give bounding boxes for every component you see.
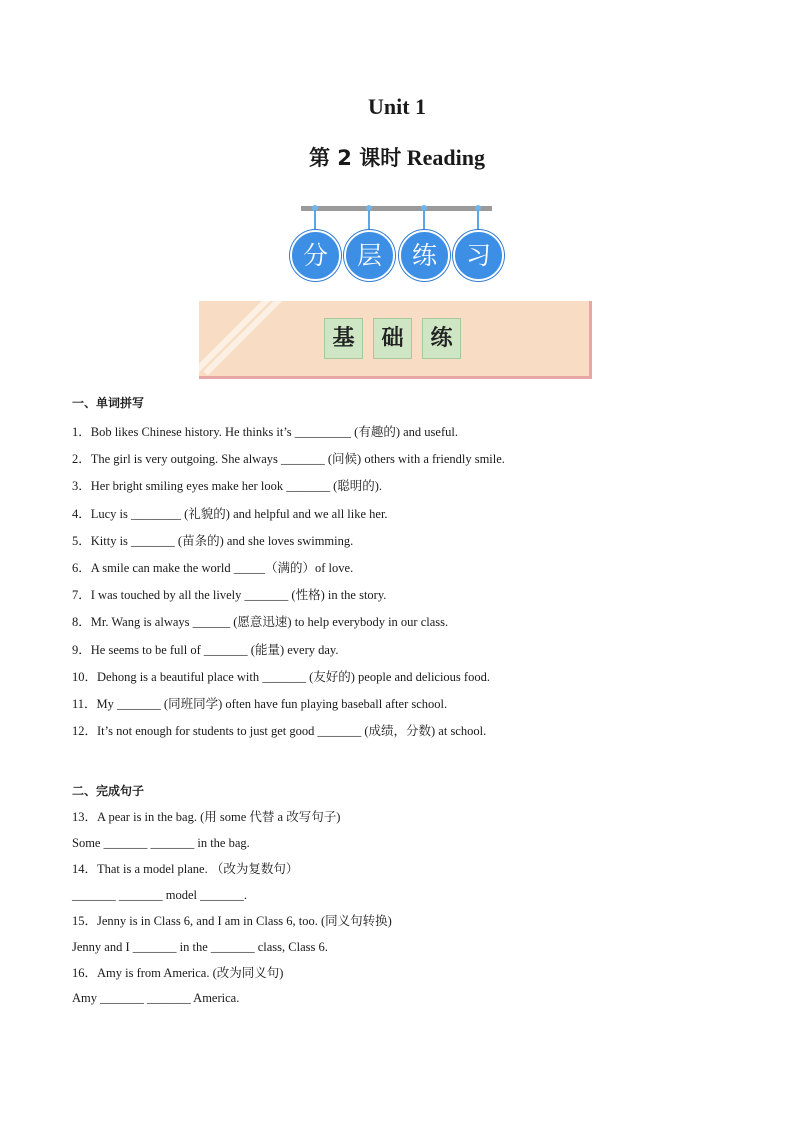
part1-heading: 一、单词拼写 bbox=[72, 396, 145, 410]
question-item: 1．Bob likes Chinese history. He thinks it’s _________ (有趣的) and useful. bbox=[72, 425, 458, 439]
question-item: 10．Dehong is a beautiful place with _______ (友好的) people and delicious food. bbox=[72, 669, 490, 684]
section-label-char: 础 bbox=[373, 318, 412, 359]
question-item: 9．He seems to be full of _______ (能量) every day. bbox=[72, 642, 339, 657]
banner-circle: 练 bbox=[399, 230, 450, 281]
lesson-title bbox=[0, 142, 794, 172]
banner-circle: 分 bbox=[290, 230, 341, 281]
section-label-box bbox=[199, 301, 592, 379]
question-item: 8．Mr. Wang is always ______ (愿意迅速) to help everybody in our class. bbox=[72, 615, 449, 630]
question-item: 14．That is a model plane. （改为复数句） bbox=[72, 862, 299, 877]
question-item: 11．My _______ (同班同学) often have fun playing baseball after school. bbox=[72, 696, 448, 711]
answer-line: Some _______ _______ in the bag. bbox=[72, 836, 250, 851]
answer-line: Jenny and I _______ in the _______ class, Class 6. bbox=[72, 939, 328, 954]
question-item: 12．It’s not enough for students to just get good _______ (成绩，分数) at school. bbox=[72, 724, 487, 739]
question-item: 4．Lucy is ________ (礼貌的) and helpful and we all like her. bbox=[72, 506, 388, 521]
section-label-char: 基 bbox=[324, 318, 363, 359]
unit-title: Unit 1 bbox=[367, 94, 427, 119]
section-label-char: 练 bbox=[422, 318, 461, 359]
question-item: 15．Jenny is in Class 6, and I am in Class 6, too. (同义句转换) bbox=[72, 913, 392, 928]
answer-line: Amy _______ _______ America. bbox=[72, 991, 240, 1006]
lesson-name: Reading bbox=[406, 145, 485, 170]
question-item: 3．Her bright smiling eyes make her look _______ (聪明的). bbox=[72, 479, 383, 494]
lesson-number: 第 2 课时 bbox=[309, 146, 402, 170]
banner-circle: 层 bbox=[344, 230, 395, 281]
answer-line: _______ _______ model _______. bbox=[72, 887, 247, 902]
question-item: 16．Amy is from America. (改为同义句) bbox=[72, 965, 284, 980]
exercise-content bbox=[72, 392, 752, 1012]
banner-rod bbox=[301, 206, 492, 211]
section-label bbox=[324, 318, 461, 359]
spacer bbox=[72, 745, 752, 780]
question-item: 7．I was touched by all the lively _______ (性格) in the story. bbox=[72, 588, 387, 603]
banner-circle: 习 bbox=[453, 230, 504, 281]
question-item: 5．Kitty is _______ (苗条的) and she loves swimming. bbox=[72, 533, 354, 548]
question-item: 6．A smile can make the world _____（满的）of love. bbox=[72, 560, 354, 575]
part2-heading: 二、完成句子 bbox=[72, 784, 145, 799]
box-stripe bbox=[203, 301, 292, 376]
question-item: 13．A pear is in the bag. (用 some 代替 a 改写句子) bbox=[72, 810, 341, 825]
question-item: 2．The girl is very outgoing. She always _______ (问候) others with a friendly smile. bbox=[72, 452, 505, 467]
